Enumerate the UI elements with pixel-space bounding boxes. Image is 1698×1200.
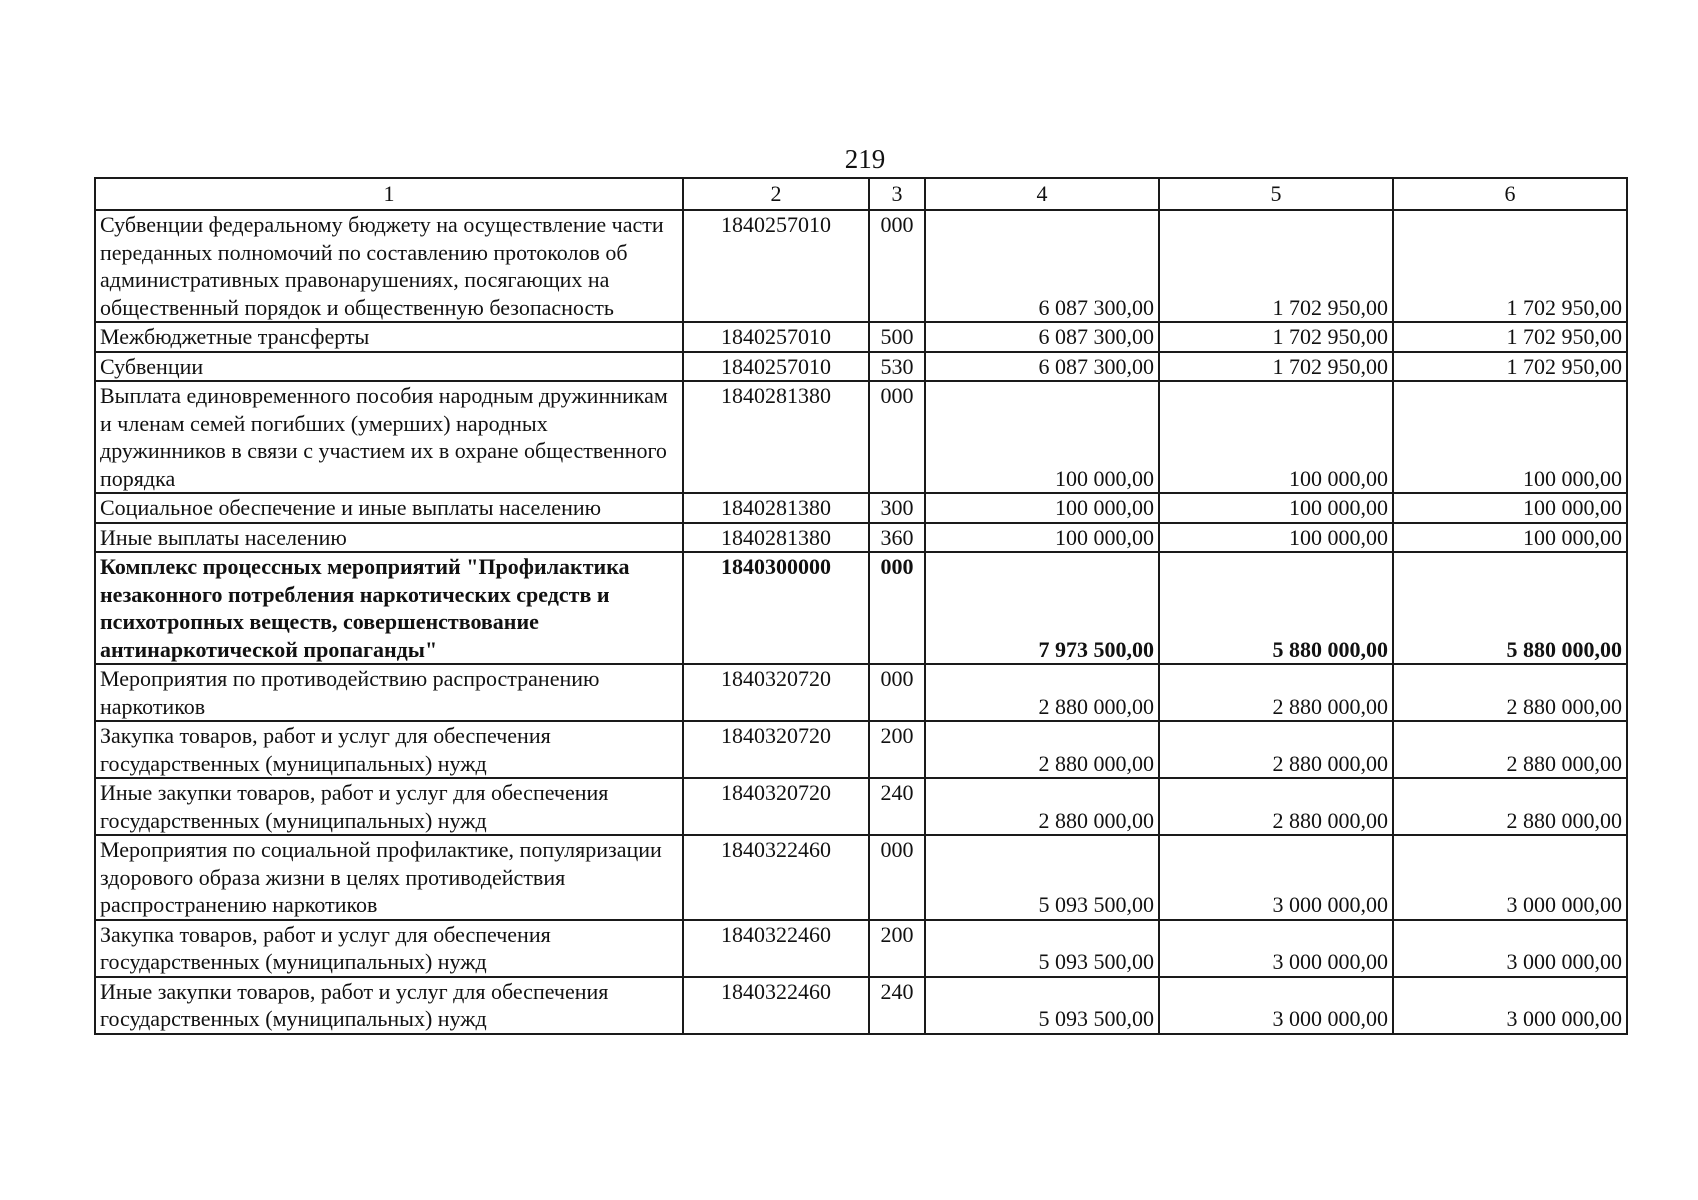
amount-col-5: 1 702 950,00 [1159,210,1393,322]
amount-col-5: 1 702 950,00 [1159,322,1393,352]
row-name: Иные закупки товаров, работ и услуг для обеспечения государственных (муниципальных) нужд [95,778,683,835]
expense-type-code: 000 [869,210,925,322]
table-row [95,322,1627,352]
table-row [95,210,1627,322]
target-article-code: 1840281380 [683,381,869,493]
expense-type-code: 530 [869,352,925,382]
row-name: Социальное обеспечение и иные выплаты населению [95,493,683,523]
amount-col-5: 3 000 000,00 [1159,920,1393,977]
table-row [95,523,1627,553]
target-article-code: 1840322460 [683,920,869,977]
expense-type-code: 000 [869,381,925,493]
amount-col-4: 2 880 000,00 [925,664,1159,721]
row-name: Мероприятия по социальной профилактике, популяризации здорового образа жизни в целях противодействия распространению наркотиков [95,835,683,920]
target-article-code: 1840281380 [683,523,869,553]
amount-col-5: 100 000,00 [1159,493,1393,523]
amount-col-5: 3 000 000,00 [1159,835,1393,920]
row-name: Выплата единовременного пособия народным дружинникам и членам семей погибших (умерших) народных дружинников в связи с участием их в охране общественного порядка [95,381,683,493]
target-article-code: 1840257010 [683,210,869,322]
table-row [95,381,1627,493]
amount-col-6: 3 000 000,00 [1393,977,1627,1034]
expense-type-code: 500 [869,322,925,352]
amount-col-5: 100 000,00 [1159,381,1393,493]
amount-col-4: 100 000,00 [925,523,1159,553]
amount-col-6: 100 000,00 [1393,493,1627,523]
row-name: Субвенции федеральному бюджету на осуществление части переданных полномочий по составлению протоколов об административных правонарушениях, посягающих на общественный порядок и общественную безопасность [95,210,683,322]
target-article-code: 1840320720 [683,721,869,778]
amount-col-5: 2 880 000,00 [1159,664,1393,721]
column-header-6: 6 [1393,178,1627,210]
amount-col-4: 100 000,00 [925,381,1159,493]
target-article-code: 1840257010 [683,322,869,352]
target-article-code: 1840300000 [683,552,869,664]
expense-type-code: 300 [869,493,925,523]
amount-col-6: 100 000,00 [1393,523,1627,553]
column-number-row [95,178,1627,210]
amount-col-4: 100 000,00 [925,493,1159,523]
table-row [95,493,1627,523]
column-header-5: 5 [1159,178,1393,210]
amount-col-4: 5 093 500,00 [925,977,1159,1034]
table-row [95,778,1627,835]
amount-col-6: 2 880 000,00 [1393,778,1627,835]
expense-type-code: 240 [869,778,925,835]
target-article-code: 1840281380 [683,493,869,523]
column-header-3: 3 [869,178,925,210]
row-name: Иные выплаты населению [95,523,683,553]
expense-type-code: 000 [869,552,925,664]
amount-col-4: 5 093 500,00 [925,920,1159,977]
target-article-code: 1840320720 [683,664,869,721]
row-name: Мероприятия по противодействию распространению наркотиков [95,664,683,721]
row-name: Субвенции [95,352,683,382]
table-row [95,721,1627,778]
budget-table [94,177,1628,1035]
target-article-code: 1840322460 [683,977,869,1034]
amount-col-5: 5 880 000,00 [1159,552,1393,664]
expense-type-code: 200 [869,721,925,778]
amount-col-5: 2 880 000,00 [1159,778,1393,835]
target-article-code: 1840257010 [683,352,869,382]
table-row [95,352,1627,382]
row-name: Межбюджетные трансферты [95,322,683,352]
amount-col-5: 1 702 950,00 [1159,352,1393,382]
amount-col-5: 2 880 000,00 [1159,721,1393,778]
amount-col-4: 7 973 500,00 [925,552,1159,664]
amount-col-4: 2 880 000,00 [925,721,1159,778]
row-name: Закупка товаров, работ и услуг для обеспечения государственных (муниципальных) нужд [95,920,683,977]
amount-col-6: 3 000 000,00 [1393,835,1627,920]
amount-col-6: 100 000,00 [1393,381,1627,493]
amount-col-6: 3 000 000,00 [1393,920,1627,977]
amount-col-4: 2 880 000,00 [925,778,1159,835]
amount-col-6: 2 880 000,00 [1393,721,1627,778]
table-row [95,552,1627,664]
expense-type-code: 200 [869,920,925,977]
amount-col-6: 1 702 950,00 [1393,352,1627,382]
amount-col-6: 1 702 950,00 [1393,322,1627,352]
expense-type-code: 360 [869,523,925,553]
table-row [95,977,1627,1034]
amount-col-4: 6 087 300,00 [925,322,1159,352]
amount-col-4: 6 087 300,00 [925,352,1159,382]
row-name: Комплекс процессных мероприятий "Профилактика незаконного потребления наркотических средств и психотропных веществ, совершенствование антинаркотической пропаганды" [95,552,683,664]
target-article-code: 1840320720 [683,778,869,835]
expense-type-code: 240 [869,977,925,1034]
expense-type-code: 000 [869,664,925,721]
amount-col-5: 100 000,00 [1159,523,1393,553]
row-name: Иные закупки товаров, работ и услуг для обеспечения государственных (муниципальных) нужд [95,977,683,1034]
amount-col-4: 6 087 300,00 [925,210,1159,322]
amount-col-5: 3 000 000,00 [1159,977,1393,1034]
target-article-code: 1840322460 [683,835,869,920]
table-row [95,664,1627,721]
amount-col-6: 1 702 950,00 [1393,210,1627,322]
amount-col-6: 5 880 000,00 [1393,552,1627,664]
column-header-4: 4 [925,178,1159,210]
amount-col-4: 5 093 500,00 [925,835,1159,920]
column-header-1: 1 [95,178,683,210]
column-header-2: 2 [683,178,869,210]
amount-col-6: 2 880 000,00 [1393,664,1627,721]
table-row [95,835,1627,920]
table-row [95,920,1627,977]
row-name: Закупка товаров, работ и услуг для обеспечения государственных (муниципальных) нужд [95,721,683,778]
expense-type-code: 000 [869,835,925,920]
page-number: 219 [844,144,886,174]
